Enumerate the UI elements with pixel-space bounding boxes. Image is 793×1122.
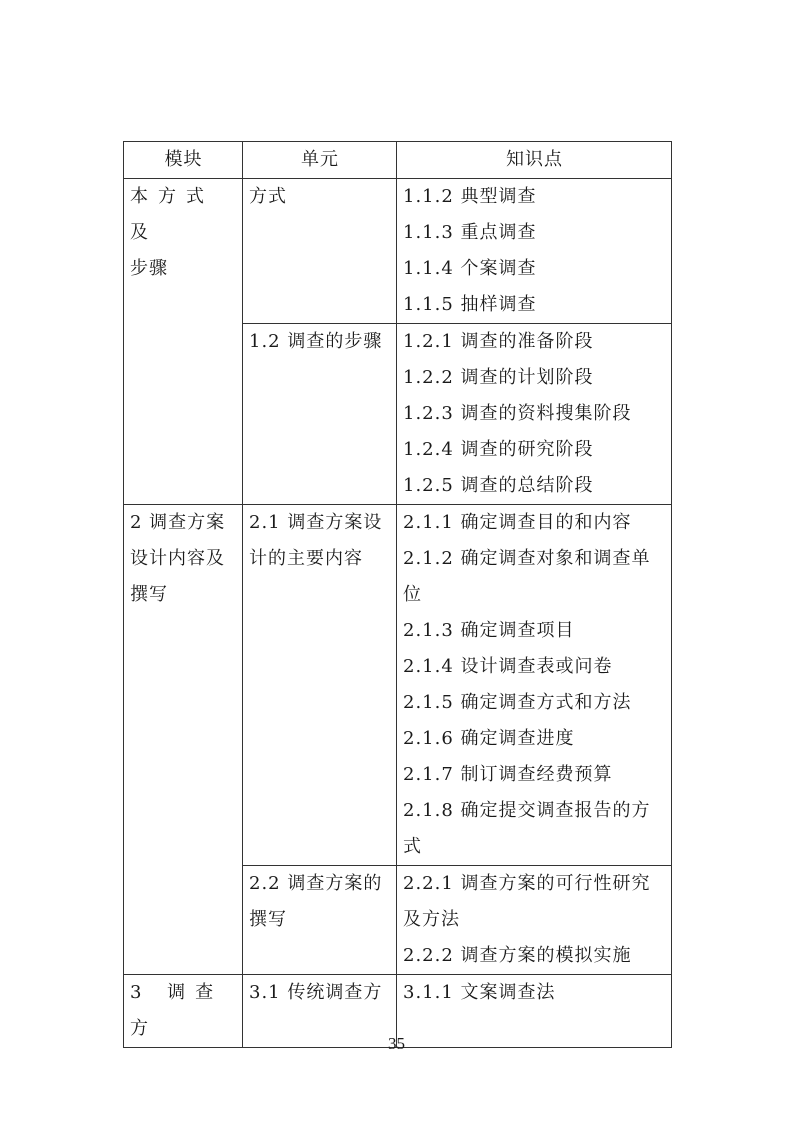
knowledge-point: 3.1.1 文案调查法 xyxy=(403,982,556,1003)
header-module: 模块 xyxy=(124,142,243,179)
knowledge-point: 2.1.8 确定提交调查报告的方式 xyxy=(403,800,651,857)
points-cell xyxy=(397,324,672,505)
unit-cell: 方式 xyxy=(243,179,397,324)
knowledge-point: 2.1.7 制订调查经费预算 xyxy=(403,764,613,785)
knowledge-point: 1.2.3 调查的资料搜集阶段 xyxy=(403,403,632,424)
knowledge-point: 2.2.1 调查方案的可行性研究及方法 xyxy=(403,873,651,930)
knowledge-point: 2.2.2 调查方案的模拟实施 xyxy=(403,945,632,966)
module-cell-3: 3 调查方 xyxy=(124,975,243,1048)
knowledge-point: 2.1.4 设计调查表或问卷 xyxy=(403,656,613,677)
unit-cell: 1.2 调查的步骤 xyxy=(243,324,397,505)
points-cell xyxy=(397,179,672,324)
knowledge-point: 1.2.5 调查的总结阶段 xyxy=(403,475,594,496)
module-text-line: 步骤 xyxy=(130,258,168,279)
knowledge-point: 2.1.3 确定调查项目 xyxy=(403,620,575,641)
knowledge-point: 1.2.4 调查的研究阶段 xyxy=(403,439,594,460)
knowledge-point: 2.1.2 确定调查对象和调查单位 xyxy=(403,548,651,605)
knowledge-point: 1.1.2 典型调查 xyxy=(403,186,537,207)
knowledge-point: 2.1.5 确定调查方式和方法 xyxy=(403,692,632,713)
header-unit: 单元 xyxy=(243,142,397,179)
knowledge-point: 2.1.1 确定调查目的和内容 xyxy=(403,512,632,533)
table-row xyxy=(124,505,672,866)
table-row xyxy=(124,179,672,324)
knowledge-point: 1.1.5 抽样调查 xyxy=(403,294,537,315)
module-cell-2: 2 调查方案设计内容及撰写 xyxy=(124,505,243,975)
knowledge-point: 1.2.1 调查的准备阶段 xyxy=(403,331,594,352)
points-cell xyxy=(397,505,672,866)
module-cell-1 xyxy=(124,179,243,505)
points-cell xyxy=(397,866,672,975)
knowledge-point: 1.2.2 调查的计划阶段 xyxy=(403,367,594,388)
module-text-line: 本方式及 xyxy=(130,186,214,243)
unit-cell: 2.2 调查方案的撰写 xyxy=(243,866,397,975)
knowledge-point: 1.1.3 重点调查 xyxy=(403,222,537,243)
unit-cell: 2.1 调查方案设计的主要内容 xyxy=(243,505,397,866)
unit-cell: 3.1 传统调查方 xyxy=(243,975,397,1048)
header-knowledge-point: 知识点 xyxy=(397,142,672,179)
curriculum-table xyxy=(123,141,672,1048)
page-number: 35 xyxy=(388,1034,405,1053)
table-header-row xyxy=(124,142,672,179)
knowledge-point: 2.1.6 确定调查进度 xyxy=(403,728,575,749)
knowledge-point: 1.1.4 个案调查 xyxy=(403,258,537,279)
